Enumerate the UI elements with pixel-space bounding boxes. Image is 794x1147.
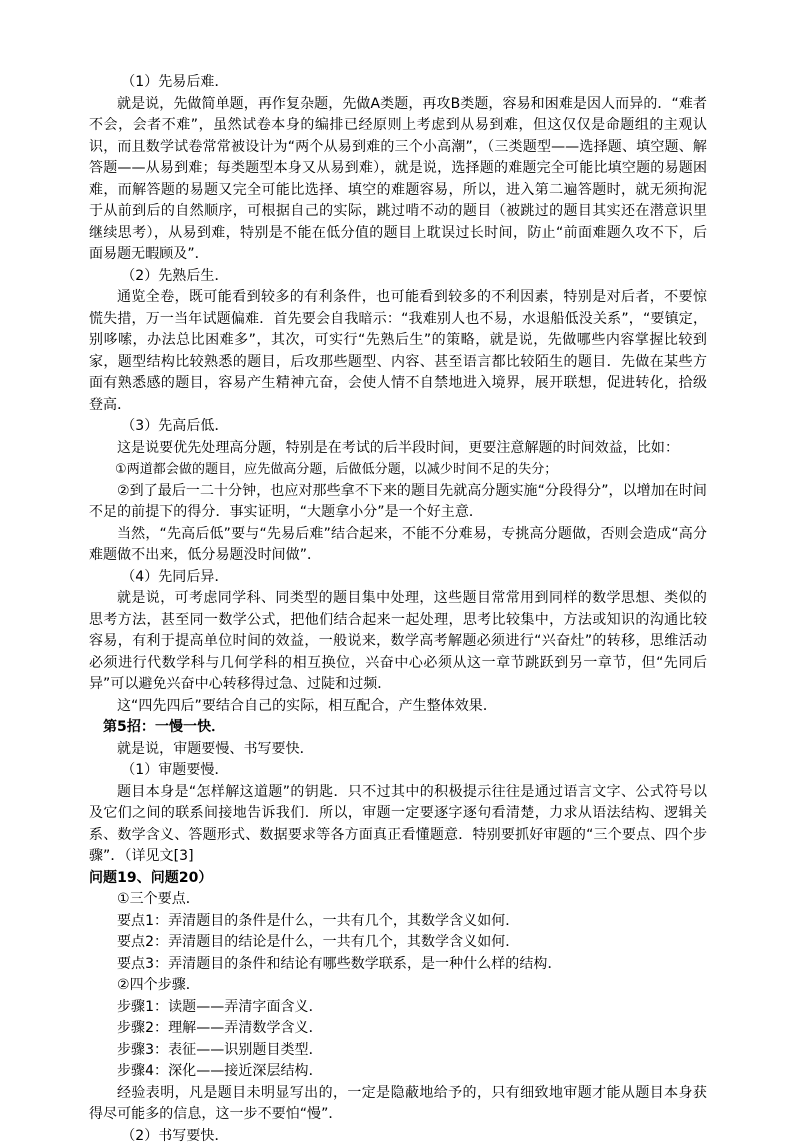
section-heading-familiar-first: （2）先熟后生．	[89, 266, 707, 288]
list-item: ②到了最后一二十分钟，也应对那些拿不下来的题目先就高分题实施“分段得分”，以增加在时间不足的前提下的得分．事实证明，“大题拿小分”是一个好主意．	[89, 481, 707, 524]
paragraph: 这“四先四后”要结合自己的实际，相互配合，产生整体效果．	[89, 696, 707, 718]
list-item: 要点3：弄清题目的条件和结论有哪些数学联系，是一种什么样的结构．	[89, 954, 707, 976]
document-body	[89, 72, 707, 1147]
list-heading: ①三个要点．	[89, 889, 707, 911]
list-item: 步骤2：理解——弄清数学含义．	[89, 1018, 707, 1040]
paragraph: 通览全卷，既可能看到较多的有利条件，也可能看到较多的不利因素，特别是对后者，不要惊慌失措，万一当年试题偏难．首先要会自我暗示：“我难别人也不易，水退船低没关系”，“要镇定，别哆嗦，办法总比困难多”，其次，可实行“先熟后生”的策略，就是说，先做哪些内容掌握比较到家，题型结构比较熟悉的题目，后攻那些题型、内容、甚至语言都比较陌生的题目．先做在某些方面有熟悉感的题目，容易产生精神亢奋，会使人情不自禁地进入境界，展开联想，促进转化，拾级登高．	[89, 287, 707, 416]
list-item: 步骤1：读题——弄清字面含义．	[89, 997, 707, 1019]
section-heading-fast-writing: （2）书写要快．	[89, 1126, 707, 1147]
paragraph: 就是说，先做简单题，再作复杂题，先做A类题，再攻B类题，容易和困难是因人而异的．“难者不会，会者不难”，虽然试卷本身的编排已经原则上考虑到从易到难，但这仅仅是命题组的主观认识，而且数学试卷常常被设计为“两个从易到难的三个小高潮”，（三类题型——选择题、填空题、解答题——从易到难；每类题型本身又从易到难），就是说，选择题的难题完全可能比填空题的易题困难，而解答题的易题又完全可能比选择、填空的难题容易，所以，进入第二遍答题时，就无须拘泥于从前到后的自然顺序，可根据自己的实际，跳过啃不动的题目（被跳过的题目其实还在潜意识里继续思考），从易到难，特别是不能在低分值的题目上耽误过长时间，防止“前面难题久攻不下，后面易题无暇顾及”．	[89, 94, 707, 266]
reference-line: 问题19、问题20）	[89, 868, 707, 890]
tip-5-heading: 第5招：一慢一快．	[89, 717, 707, 739]
section-heading-slow-review: （1）审题要慢．	[89, 760, 707, 782]
list-item: ①两道都会做的题目，应先做高分题，后做低分题，以减少时间不足的失分；	[89, 459, 707, 481]
list-item: 要点2：弄清题目的结论是什么，一共有几个，其数学含义如何．	[89, 932, 707, 954]
list-item: 要点1：弄清题目的条件是什么，一共有几个，其数学含义如何．	[89, 911, 707, 933]
paragraph: 就是说，审题要慢、书写要快．	[89, 739, 707, 761]
list-item: 步骤4：深化——接近深层结构．	[89, 1061, 707, 1083]
paragraph: 经验表明，凡是题目未明显写出的，一定是隐蔽地给予的，只有细致地审题才能从题目本身获得尽可能多的信息，这一步不要怕“慢”．	[89, 1083, 707, 1126]
paragraph: 就是说，可考虑同学科、同类型的题目集中处理，这些题目常常用到同样的数学思想、类似的思考方法，甚至同一数学公式，把他们结合起来一起处理，思考比较集中，方法或知识的沟通比较容易，有利于提高单位时间的效益，一般说来，数学高考解题必须进行“兴奋灶”的转移，思维活动必须进行代数学科与几何学科的相互换位，兴奋中心必须从这一章节跳跃到另一章节，但“先同后异”可以避免兴奋中心转移得过急、过陡和过频．	[89, 588, 707, 696]
paragraph: 这是说要优先处理高分题，特别是在考试的后半段时间，更要注意解题的时间效益，比如：	[89, 438, 707, 460]
list-heading: ②四个步骤．	[89, 975, 707, 997]
list-item: 步骤3：表征——识别题目类型．	[89, 1040, 707, 1062]
paragraph: 当然，“先高后低”要与“先易后难”结合起来，不能不分难易，专挑高分题做，否则会造成“高分难题做不出来，低分易题没时间做”．	[89, 524, 707, 567]
section-heading-high-first: （3）先高后低．	[89, 416, 707, 438]
section-heading-easy-first: （1）先易后难．	[89, 72, 707, 94]
section-heading-same-first: （4）先同后异．	[89, 567, 707, 589]
paragraph: 题目本身是“怎样解这道题”的钥匙．只不过其中的积极提示往往是通过语言文字、公式符号以及它们之间的联系间接地告诉我们．所以，审题一定要逐字逐句看清楚，力求从语法结构、逻辑关系、数学含义、答题形式、数据要求等各方面真正看懂题意．特别要抓好审题的“三个要点、四个步骤”．（详见文[3]	[89, 782, 707, 868]
